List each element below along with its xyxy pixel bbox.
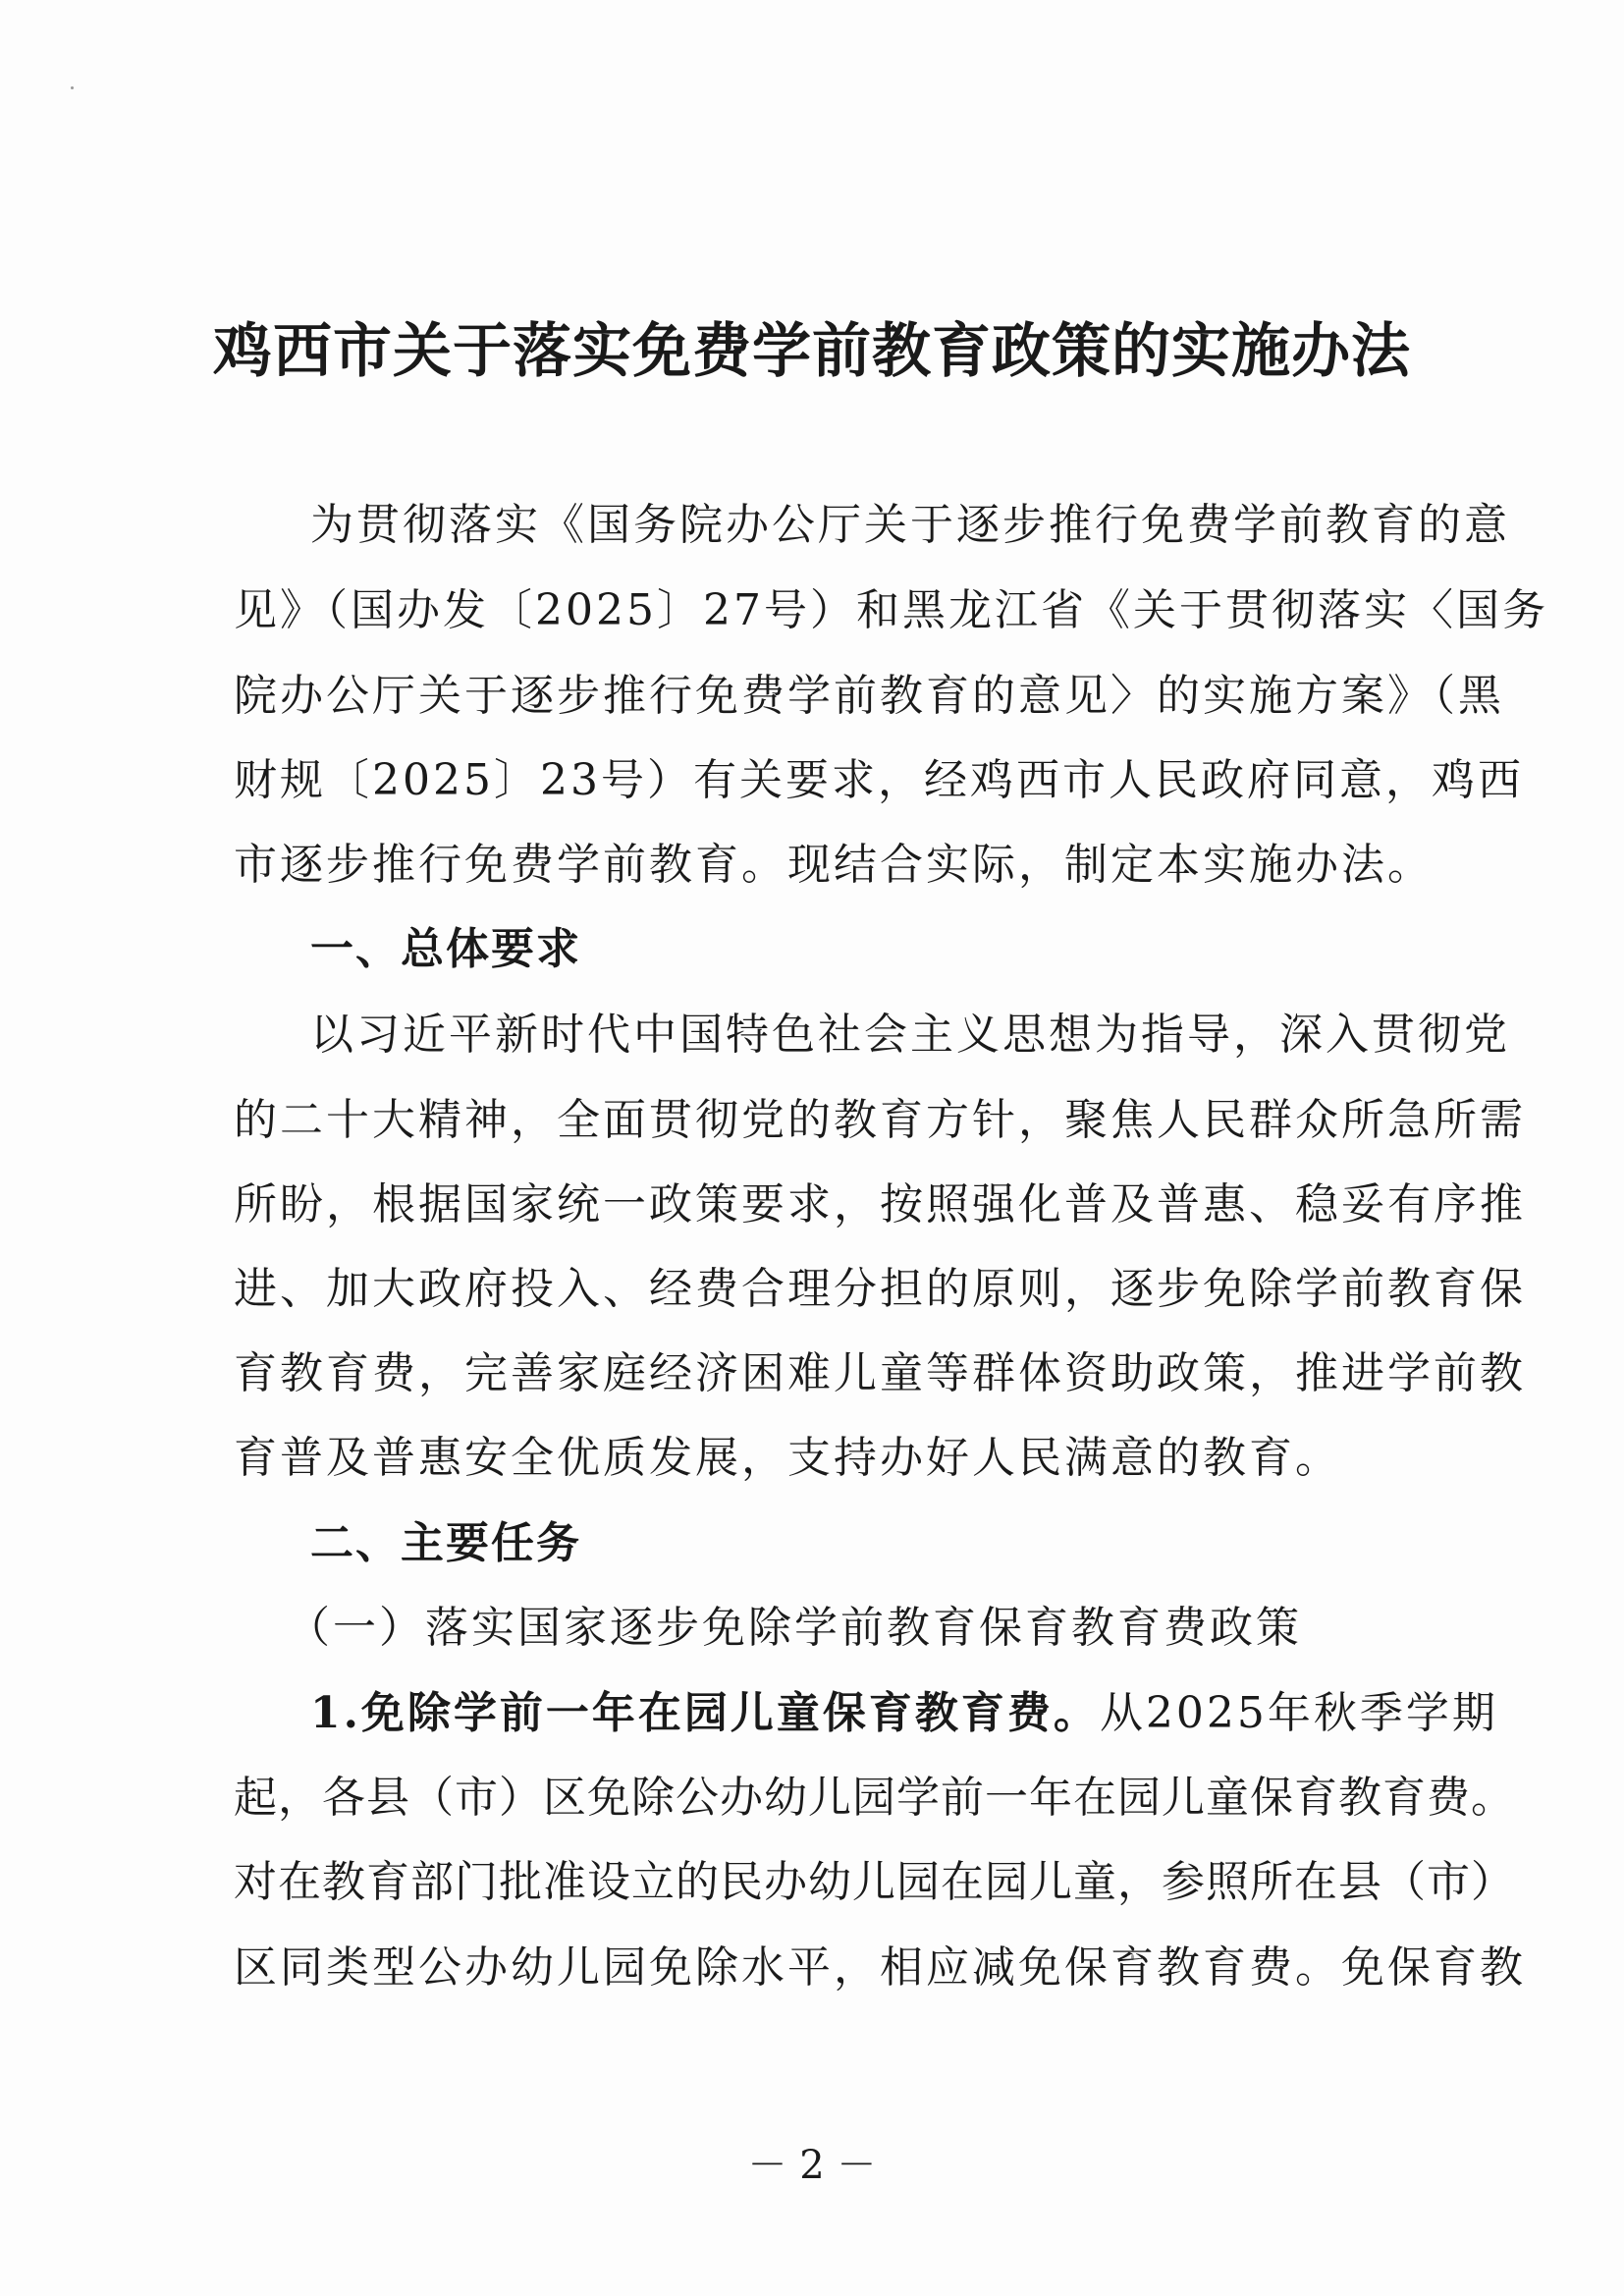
paragraph-line: 进、加大政府投入、经费合理分担的原则，逐步免除学前教育保 xyxy=(234,1264,1526,1314)
intro-line: 为贯彻落实《国务院办公厅关于逐步推行免费学前教育的意 xyxy=(310,500,1510,550)
intro-line: 市逐步推行免费学前教育。现结合实际，制定本实施办法。 xyxy=(234,840,1434,890)
paragraph-line: 对在教育部门批准设立的民办幼儿园在园儿童，参照所在县（市） xyxy=(234,1857,1515,1907)
item-lead: 1.免除学前一年在园儿童保育教育费。 xyxy=(310,1688,1100,1738)
scan-speck xyxy=(71,86,74,89)
intro-line: 见》（国办发〔2025〕27号）和黑龙江省《关于贯彻落实〈国务 xyxy=(234,585,1548,635)
paragraph-line: 区同类型公办幼儿园免除水平，相应减免保育教育费。免保育教 xyxy=(234,1942,1526,1993)
section-heading: 二、主要任务 xyxy=(310,1518,581,1568)
item-lead-rest: 从2025年秋季学期 xyxy=(1099,1688,1498,1738)
intro-line: 财规〔2025〕23号）有关要求，经鸡西市人民政府同意，鸡西 xyxy=(234,755,1524,805)
paragraph-line: 以习近平新时代中国特色社会主义思想为指导，深入贯彻党 xyxy=(310,1010,1510,1060)
paragraph-line: 的二十大精神，全面贯彻党的教育方针，聚焦人民群众所急所需 xyxy=(234,1095,1526,1145)
item-line xyxy=(310,1684,1498,1743)
section-heading: 一、总体要求 xyxy=(310,924,581,974)
paragraph-line: 所盼，根据国家统一政策要求，按照强化普及普惠、稳妥有序推 xyxy=(234,1179,1526,1230)
document-title: 鸡西市关于落实免费学前教育政策的实施办法 xyxy=(213,317,1411,386)
paragraph-line: 育普及普惠安全优质发展，支持办好人民满意的教育。 xyxy=(234,1433,1341,1483)
intro-line: 院办公厅关于逐步推行免费学前教育的意见〉的实施方案》（黑 xyxy=(234,671,1504,721)
page-number: － 2 － xyxy=(747,2143,877,2188)
paragraph-line: 起，各县（市）区免除公办幼儿园学前一年在园儿童保育教育费。 xyxy=(234,1773,1515,1823)
paragraph-line: 育教育费，完善家庭经济困难儿童等群体资助政策，推进学前教 xyxy=(234,1348,1526,1398)
subsection-heading: （一）落实国家逐步免除学前教育保育教育费政策 xyxy=(287,1603,1302,1653)
